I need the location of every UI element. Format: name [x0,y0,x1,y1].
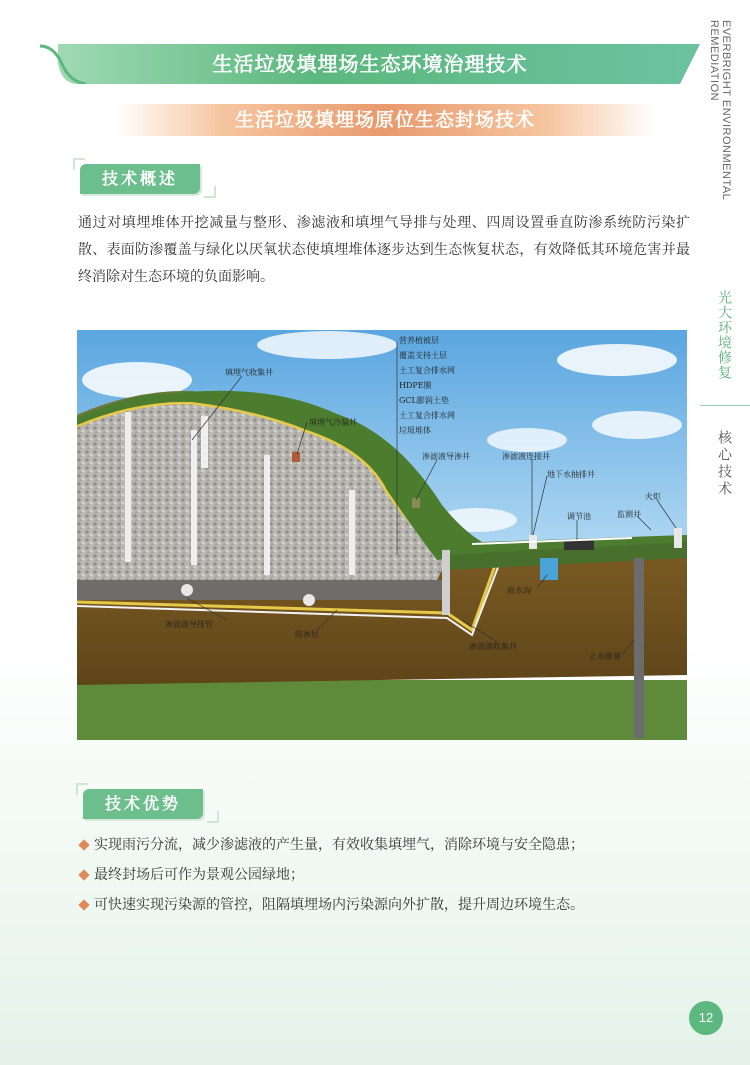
side-divider [700,405,750,406]
gas-condense-label: 填埋气冷凝井 [309,418,357,427]
advantage-text: 可快速实现污染源的管控，阻隔填埋场内污染源向外扩散，提升周边环境生态。 [94,897,584,913]
list-item [78,860,698,890]
advantages-tag: 技术优势 [83,789,203,819]
gas-well-label: 填埋气收集井 [225,368,273,377]
diamond-bullet-icon [78,869,89,880]
leachate-pipe-label: 渗滤液导排管 [165,620,213,629]
overview-text: 通过对填埋堆体开挖减量与整形、渗滤液和填埋气导排与处理、四周设置垂直防渗系统防污染扩散、表面防渗覆盖与绿化以厌氧状态使填埋堆体逐步达到生态恢复状态，有效降低其环境危害并最终消除对生态环境的负面影响。 [78,215,690,285]
tag-corner-decoration [204,186,216,198]
cutoff-curtain-label: 止水帷幕 [589,652,621,661]
rain-ditch-label: 雨水沟 [507,586,531,595]
tag-corner-decoration [207,811,219,823]
layer-label: 垃圾堆体 [399,426,431,435]
side-chinese-label: 光大环境修复 [716,290,732,380]
overview-tag: 技术概述 [80,164,200,194]
advantage-text: 最终封场后可作为景观公园绿地； [94,867,304,883]
side-bar [700,0,750,560]
diamond-bullet-icon [78,899,89,910]
layer-label: 土工复合排水网 [399,366,455,375]
groundwater-well-label: 地下水抽排井 [547,470,595,479]
sub-title-banner [115,104,655,136]
leachate-connect-label: 渗滤液连接井 [502,452,550,461]
seepage-layer-label: 防渗层 [295,630,319,639]
layer-label: HDPE膜 [399,381,432,390]
landfill-diagram [77,330,687,740]
layer-label: 营养植被层 [399,336,439,345]
list-item [78,890,698,920]
page-number: 12 [689,1001,723,1035]
sub-title: 生活垃圾填埋场原位生态封场技术 [234,109,535,131]
leachate-collect-label: 渗滤液收集井 [469,642,517,651]
side-section-label: 核心技术 [716,430,732,498]
regulating-pool-label: 调节池 [567,512,591,521]
advantages-list [78,830,698,920]
list-item [78,830,698,860]
tag-corner-decoration [76,783,88,795]
main-title-banner [40,44,700,84]
torch-label: 火炬 [645,492,661,501]
layer-label: 土工复合排水网 [399,411,455,420]
layer-label: 覆盖支持土层 [399,351,447,360]
main-title: 生活垃圾填埋场生态环境治理技术 [212,52,528,76]
tag-corner-decoration [73,158,85,170]
landfill-illustration [77,330,687,740]
advantage-text: 实现雨污分流，减少渗滤液的产生量，有效收集填埋气，消除环境与安全隐患； [94,837,584,853]
side-english-label: EVERBRIGHT ENVIRONMENTAL REMEDIATION [708,20,732,200]
leachate-seep-label: 渗滤液导渗井 [422,452,470,461]
diamond-bullet-icon [78,839,89,850]
layer-label: GCL膨润土垫 [399,396,449,405]
monitor-well-label: 监测井 [617,510,641,519]
